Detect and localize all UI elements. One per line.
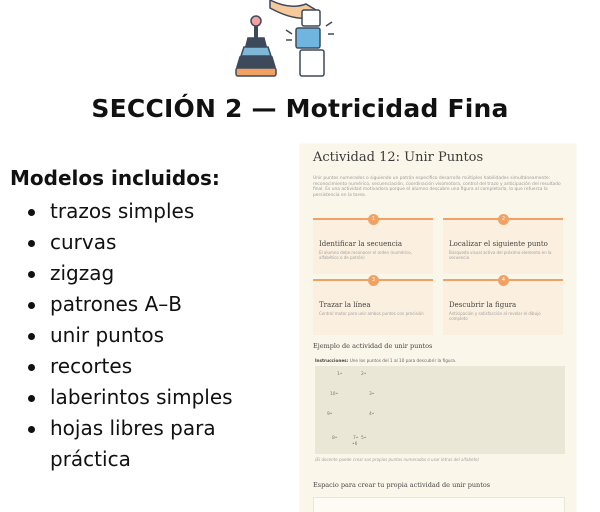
dot-point: 2• bbox=[361, 372, 367, 377]
building-blocks-hand-icon bbox=[270, 0, 334, 76]
document-description: Unir puntos numerados o siguiendo un patrón específico desarrolla múltiples habilidades simultáneamente: reconocimiento numérico, secuenciación, coordinación visomotora, control del trazo y anticipación del resultado final. Es una actividad motivadora porque el alumno descubre una figura al completarla, lo que refuerza la persistencia en la tarea. bbox=[313, 176, 561, 198]
stacking-rings-toy-icon bbox=[236, 16, 276, 76]
models-list bbox=[24, 196, 274, 475]
dot-point: 1• bbox=[337, 372, 343, 377]
fine-motor-toys-illustration bbox=[230, 0, 360, 84]
step-card bbox=[443, 218, 563, 274]
step-description: Control motor para unir ambos puntos con precisión bbox=[319, 311, 424, 316]
step-number: 2 bbox=[498, 214, 509, 225]
example-heading: Ejemplo de actividad de unir puntos bbox=[313, 342, 433, 350]
dot-point: 4• bbox=[369, 412, 375, 417]
step-number: 1 bbox=[368, 214, 379, 225]
list-item: recortes bbox=[24, 351, 274, 382]
dot-point: •6 bbox=[352, 442, 358, 447]
step-card bbox=[313, 218, 433, 274]
dot-point: 10• bbox=[330, 392, 339, 397]
space-heading: Espacio para crear tu propia actividad de unir puntos bbox=[313, 481, 491, 489]
instructions bbox=[315, 358, 456, 363]
instructions-text: Une los puntos del 1 al 10 para descubrir la figura. bbox=[349, 358, 457, 363]
step-number: 3 bbox=[368, 275, 379, 286]
list-item: curvas bbox=[24, 227, 274, 258]
step-title: Trazar la línea bbox=[319, 301, 371, 309]
step-card bbox=[313, 279, 433, 335]
step-description: Anticipación y satisfacción al revelar el dibujo completo bbox=[449, 311, 541, 321]
dot-point: 7• bbox=[353, 436, 359, 441]
step-description: El alumno debe reconocer el orden (numérico, alfabético o de patrón) bbox=[319, 250, 412, 260]
list-item: hojas libres para práctica bbox=[24, 413, 274, 475]
models-heading: Modelos incluidos: bbox=[10, 166, 220, 190]
step-title: Descubrir la figura bbox=[449, 301, 517, 309]
list-item: zigzag bbox=[24, 258, 274, 289]
list-item: trazos simples bbox=[24, 196, 274, 227]
list-item: patrones A–B bbox=[24, 289, 274, 320]
dot-point: 9• bbox=[327, 412, 333, 417]
step-card bbox=[443, 279, 563, 335]
list-item: unir puntos bbox=[24, 320, 274, 351]
connect-dots-area bbox=[315, 366, 565, 454]
dot-point: 5• bbox=[361, 436, 367, 441]
practice-space-box bbox=[313, 497, 565, 512]
step-number: 4 bbox=[498, 275, 509, 286]
step-description: Búsqueda visual activa del próximo elemento en la secuencia bbox=[449, 250, 552, 260]
teacher-note: (El docente puede crear sus propios puntos numerados o usar letras del alfabeto) bbox=[315, 457, 480, 462]
step-title: Identificar la secuencia bbox=[319, 240, 403, 248]
section-title: SECCIÓN 2 — Motricidad Fina bbox=[91, 94, 509, 123]
dot-point: 3• bbox=[369, 392, 375, 397]
instructions-label: Instrucciones: bbox=[315, 358, 349, 363]
list-item: laberintos simples bbox=[24, 382, 274, 413]
step-title: Localizar el siguiente punto bbox=[449, 240, 548, 248]
document-title: Actividad 12: Unir Puntos bbox=[313, 150, 484, 165]
dot-point: 8• bbox=[332, 436, 338, 441]
activity-document-preview bbox=[300, 144, 576, 512]
